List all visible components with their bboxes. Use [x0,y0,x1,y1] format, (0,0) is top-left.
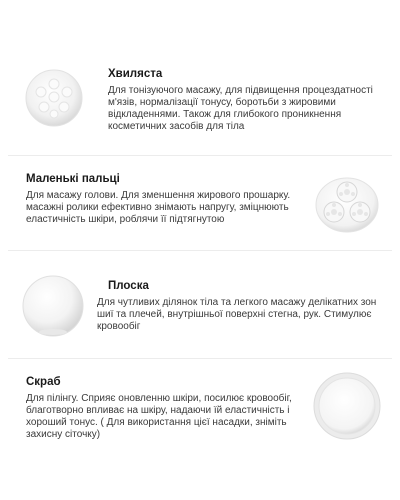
flat-massage-head-image [22,268,84,340]
wavy-massage-head-image [24,64,84,136]
item-description: Для пілінгу. Сприяє оновленню шкіри, посилює кровообіг, благотворно впливає на шкіру, надаючи їй еластичність і хороший тонус. ( Для використання цієї насадки, зніміть захисну сіточку) [26,393,292,440]
item-title: Хвиляста [108,68,163,80]
item-description: Для масажу голови. Для зменшення жирового прошарку. масажні ролики ефективно знімають напругу, зміцнюють еластичність шкіри, роблячи її підтягнутою [26,190,291,225]
item-title: Плоска [108,280,149,292]
item-title: Скраб [26,376,61,388]
scrub-pad-head-image [312,368,382,444]
divider [8,250,392,251]
small-fingers-massage-head-image [312,172,382,234]
divider [8,155,392,156]
item-title: Маленькі пальці [26,173,120,185]
item-description: Для тонізуючого масажу, для підвищення процездатності м'язів, нормалізації тонусу, боротьби з жировими відкладеннями. Також для глибокого проникнення косметичних засобів для тіла [108,85,373,132]
divider [8,358,392,359]
item-description: Для чутливих ділянок тіла та легкого масажу делікатних зон шиї та плечей, внутрішньої поверхні стегна, рук. Стимулює кровообіг [97,297,377,332]
